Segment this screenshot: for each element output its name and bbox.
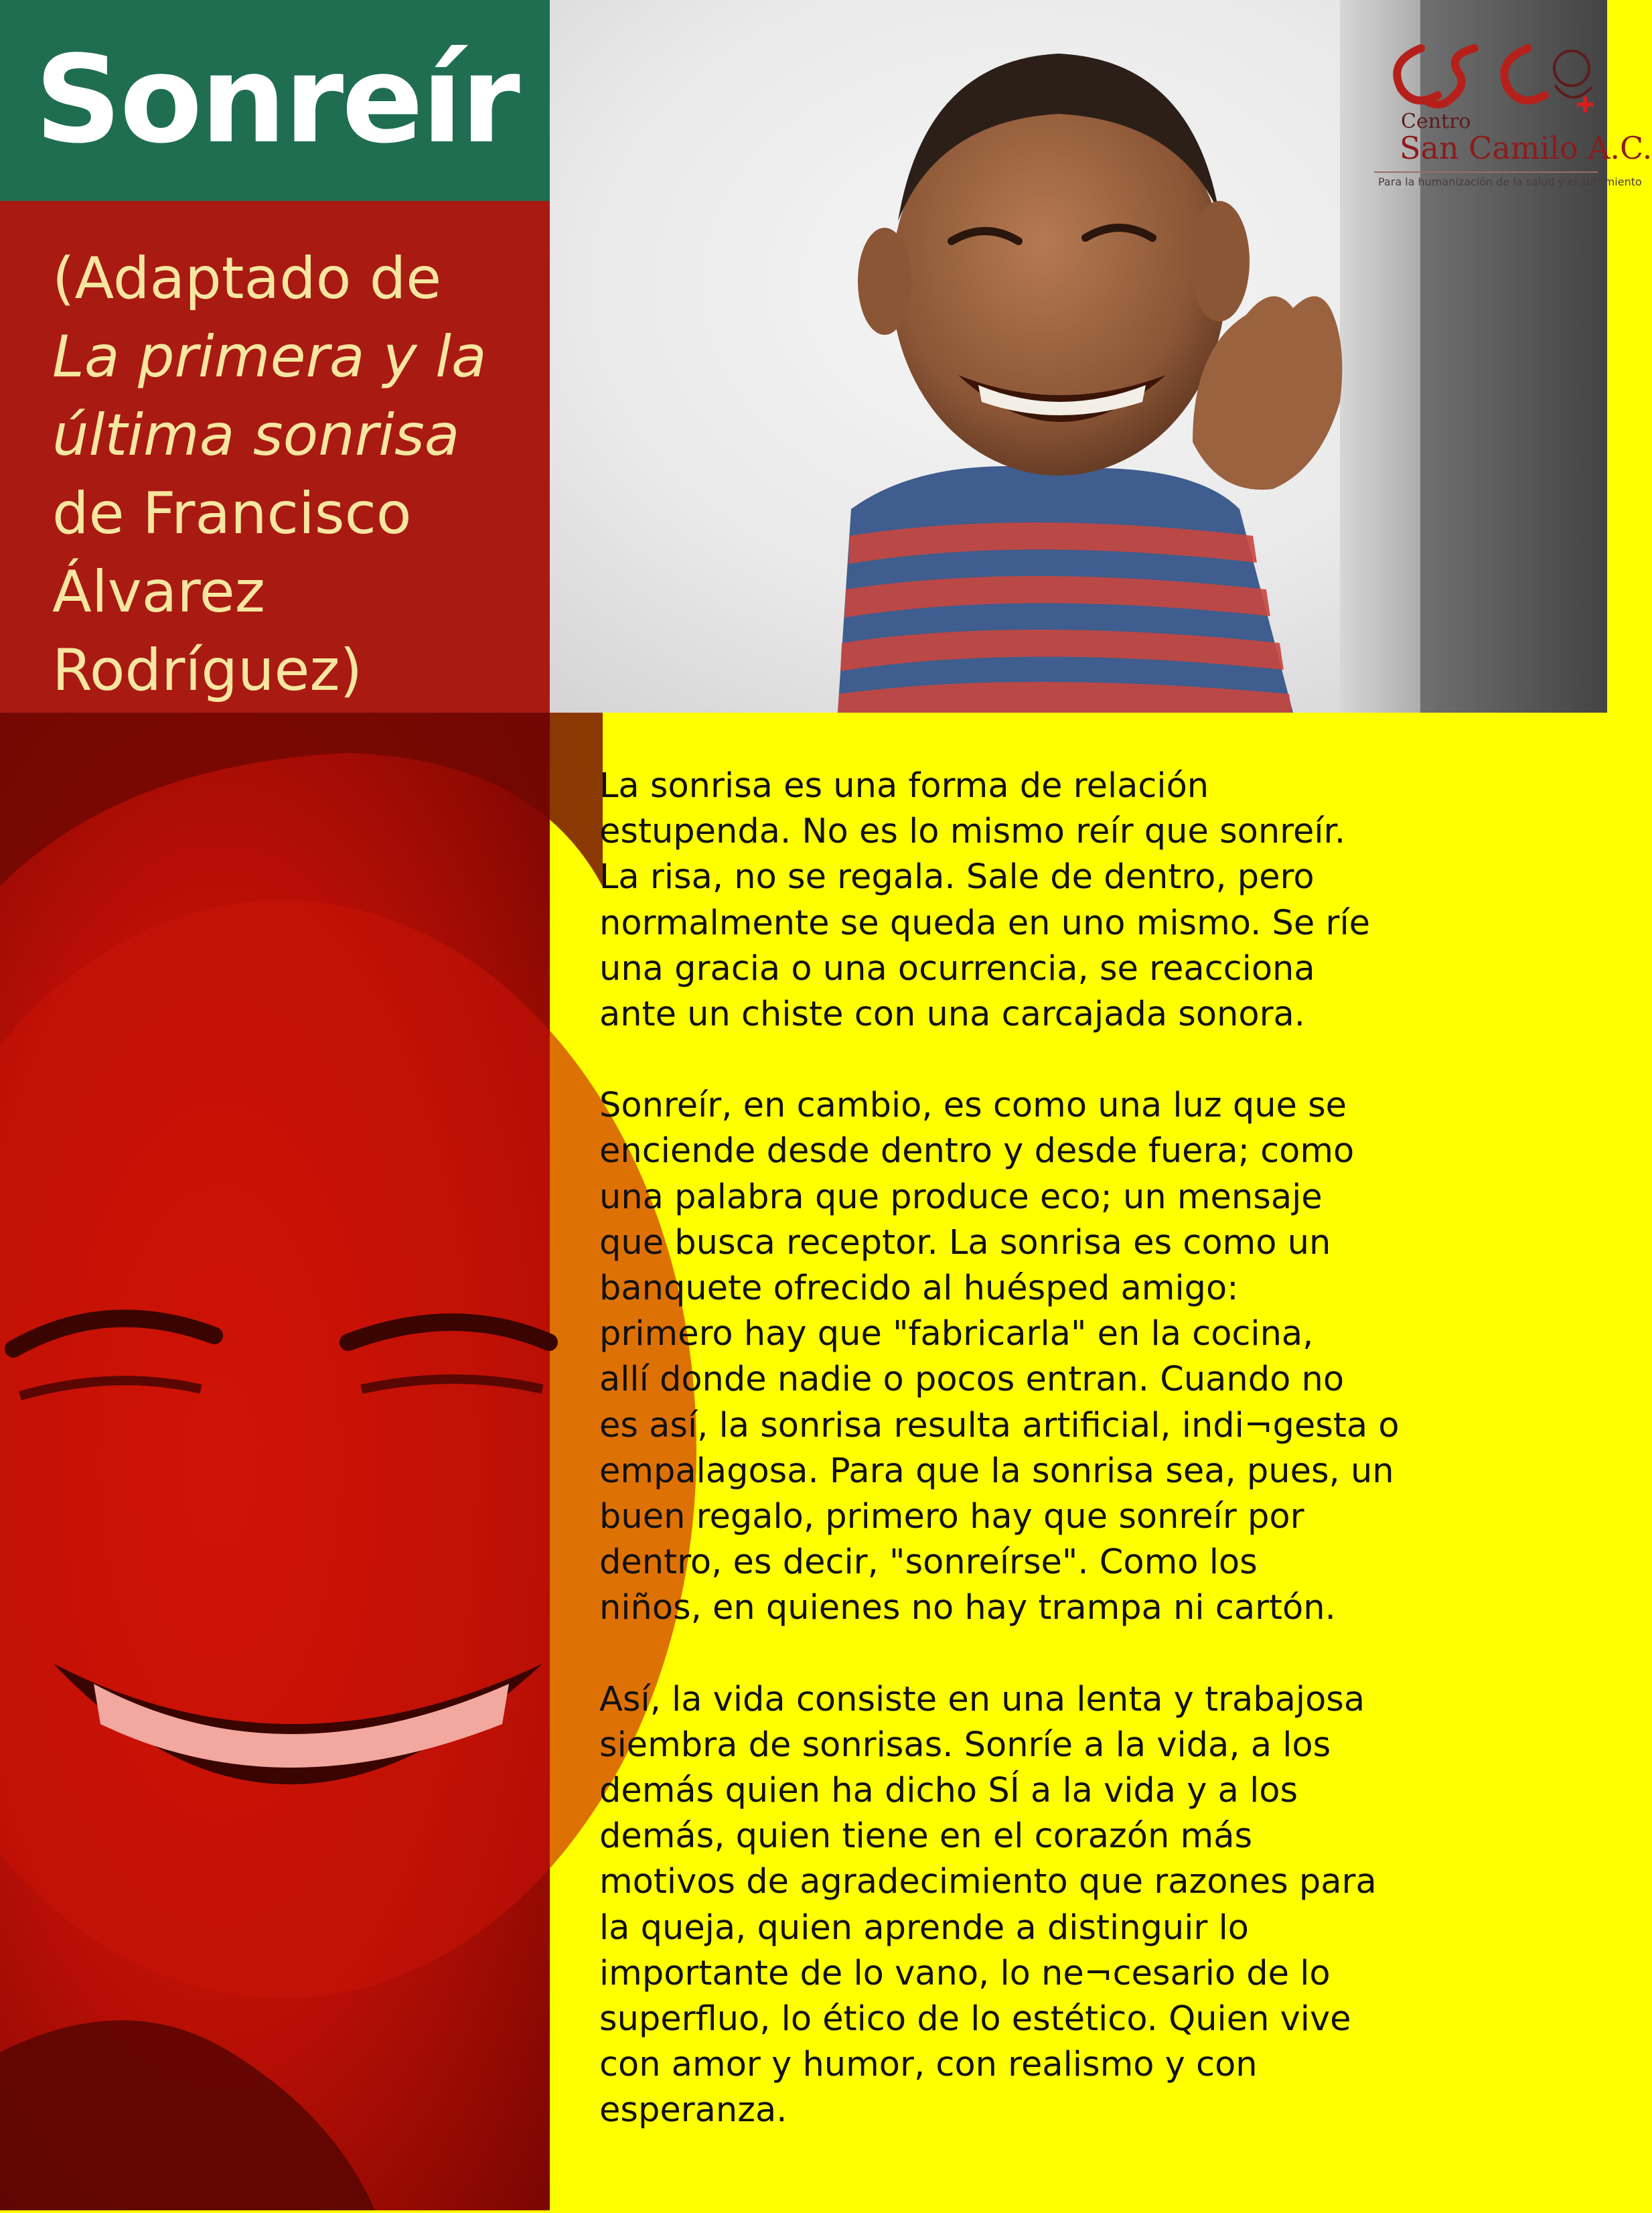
text-line: niños, en quienes no hay trampa ni cartón. [599,1588,1336,1628]
text-line: ante un chiste con una carcajada sonora. [599,995,1306,1035]
author-line-1: de Francisco [52,480,412,547]
text-line: dentro, es decir, "sonreírse". Como los [599,1543,1258,1583]
book-title-line-1: La primera y la [52,324,487,390]
page-title: Sonreír [35,30,518,170]
text-line: primero hay que "fabricarla" en la cocina, [599,1314,1314,1354]
logo-divider [1374,171,1598,173]
text-line: es así, la sonrisa resulta artificial, indi¬gesta o [599,1405,1400,1445]
text-line: La sonrisa es una forma de relación [599,766,1209,806]
author-line-2: Álvarez [52,559,265,626]
text-line: buen regalo, primero hay que sonreír por [599,1497,1304,1537]
centro-san-camilo-logo [1374,35,1652,202]
text-line: Así, la vida consiste en una lenta y trabajosa [599,1679,1365,1719]
article-body [599,764,1577,2180]
text-line: normalmente se queda en uno mismo. Se ríe [599,903,1371,943]
paragraph-1 [599,764,1577,1038]
text-line: importante de lo vano, lo ne¬cesario de lo [599,1953,1331,1993]
text-line: la queja, quien aprende a distinguir lo [599,1908,1249,1948]
text-line: demás, quien tiene en el corazón más [599,1816,1253,1857]
text-line: una palabra que produce eco; un mensaje [599,1177,1323,1217]
author-line-3: Rodríguez) [52,637,363,704]
red-tinted-boy-photo [0,713,550,2210]
text-line: banquete ofrecido al huésped amigo: [599,1269,1239,1309]
text-line: superfluo, lo ético de lo estético. Quien vive [599,1999,1351,2040]
text-line: enciende desde dentro y desde fuera; como [599,1131,1355,1171]
text-line: esperanza. [599,2090,787,2131]
attribution-line-1: (Adaptado de [52,245,442,312]
text-line: empalagosa. Para que la sonrisa sea, pues, un [599,1451,1394,1491]
logo-organization-name: San Camilo A.C. [1400,130,1652,166]
attribution-panel [0,201,550,713]
text-line: una gracia o una ocurrencia, se reacciona [599,948,1315,989]
attribution-text [52,240,534,710]
title-banner [0,0,550,201]
text-line: siembra de sonrisas. Sonríe a la vida, a los [599,1725,1331,1765]
text-line: demás quien ha dicho SÍ a la vida y a los [599,1771,1298,1811]
paragraph-2 [599,1083,1577,1631]
text-line: Sonreír, en cambio, es como una luz que se [599,1086,1347,1126]
paragraph-3 [599,1677,1577,2134]
red-boy-illustration [0,713,550,2210]
text-line: motivos de agradecimiento que razones para [599,1862,1377,1902]
text-line: allí donde nadie o pocos entran. Cuando no [599,1360,1345,1400]
csc-monogram-icon [1374,35,1602,122]
book-title-line-2: última sonrisa [52,402,460,469]
text-line: La risa, no se regala. Sale de dentro, pero [599,857,1315,898]
text-line: que busca receptor. La sonrisa es como un [599,1222,1331,1263]
text-line: estupenda. No es lo mismo reír que sonreír. [599,812,1346,852]
text-line: con amor y humor, con realismo y con [599,2045,1258,2085]
logo-tagline: Para la humanización de la salud y el sufrimiento [1378,175,1642,188]
logo-centro-label: Centro [1401,110,1471,133]
